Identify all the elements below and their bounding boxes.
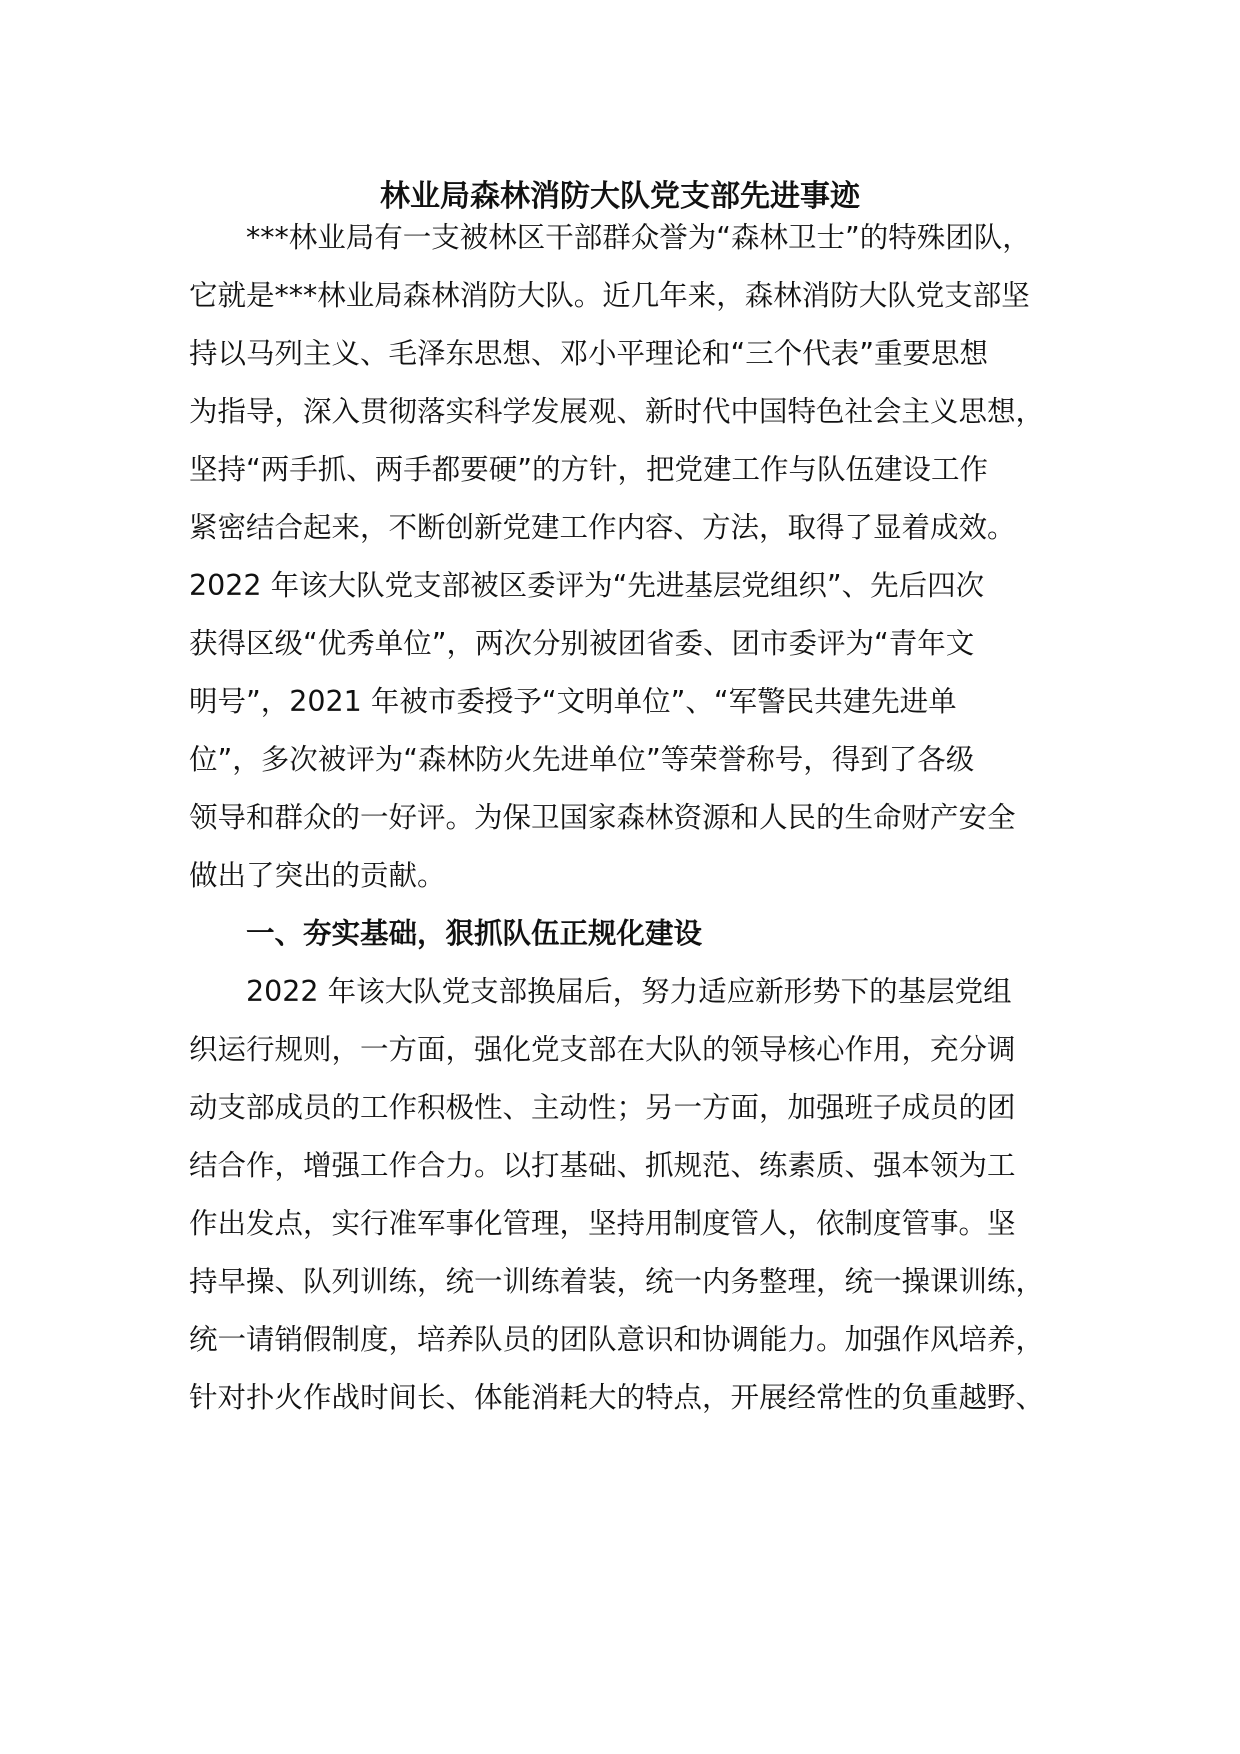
- paragraph-1-line-1: ***林业局有一支被林区干部群众誉为“森林卫士”的特殊团队，: [246, 221, 1031, 254]
- paragraph-1-line-5: 坚持“两手抓、两手都要硬”的方针，把党建工作与队伍建设工作: [189, 453, 989, 486]
- paragraph-1-line-7: 2022 年该大队党支部被区委评为“先进基层党组织”、先后四次: [189, 569, 985, 602]
- paragraph-2-line-6: 持早操、队列训练，统一训练着装，统一内务整理，统一操课训练，: [189, 1265, 1045, 1298]
- paragraph-1-line-11: 领导和群众的一好评。为保卫国家森林资源和人民的生命财产安全: [189, 801, 1016, 834]
- paragraph-2-line-4: 结合作，增强工作合力。以打基础、抓规范、练素质、强本领为工: [189, 1149, 1016, 1182]
- paragraph-1-line-10: 位”，多次被评为“森林防火先进单位”等荣誉称号，得到了各级: [189, 743, 975, 776]
- paragraph-2-line-5: 作出发点，实行准军事化管理，坚持用制度管人，依制度管事。坚: [189, 1207, 1016, 1240]
- paragraph-2-line-8: 针对扑火作战时间长、体能消耗大的特点，开展经常性的负重越野、: [189, 1381, 1045, 1414]
- paragraph-1-line-2: 它就是***林业局森林消防大队。近几年来，森林消防大队党支部坚: [189, 279, 1030, 312]
- paragraph-2-line-3: 动支部成员的工作积极性、主动性；另一方面，加强班子成员的团: [189, 1091, 1016, 1124]
- paragraph-1-line-12: 做出了突出的贡献。: [189, 859, 446, 892]
- paragraph-1-line-6: 紧密结合起来，不断创新党建工作内容、方法，取得了显着成效。: [189, 511, 1016, 544]
- paragraph-2-line-1: 2022 年该大队党支部换届后，努力适应新形势下的基层党组: [246, 975, 1012, 1008]
- section-heading-1: 一、夯实基础，狠抓队伍正规化建设: [246, 917, 703, 950]
- paragraph-1-line-8: 获得区级“优秀单位”，两次分别被团省委、团市委评为“青年文: [189, 627, 975, 660]
- paragraph-1-line-3: 持以马列主义、毛泽东思想、邓小平理论和“三个代表”重要思想: [189, 337, 989, 370]
- document-title: 林业局森林消防大队党支部先进事迹: [380, 179, 860, 214]
- paragraph-1-line-9: 明号”，2021 年被市委授予“文明单位”、“军警民共建先进单: [189, 685, 957, 718]
- paragraph-1-line-4: 为指导，深入贯彻落实科学发展观、新时代中国特色社会主义思想，: [189, 395, 1045, 428]
- paragraph-2-line-7: 统一请销假制度，培养队员的团队意识和协调能力。加强作风培养，: [189, 1323, 1045, 1356]
- paragraph-2-line-2: 织运行规则，一方面，强化党支部在大队的领导核心作用，充分调: [189, 1033, 1016, 1066]
